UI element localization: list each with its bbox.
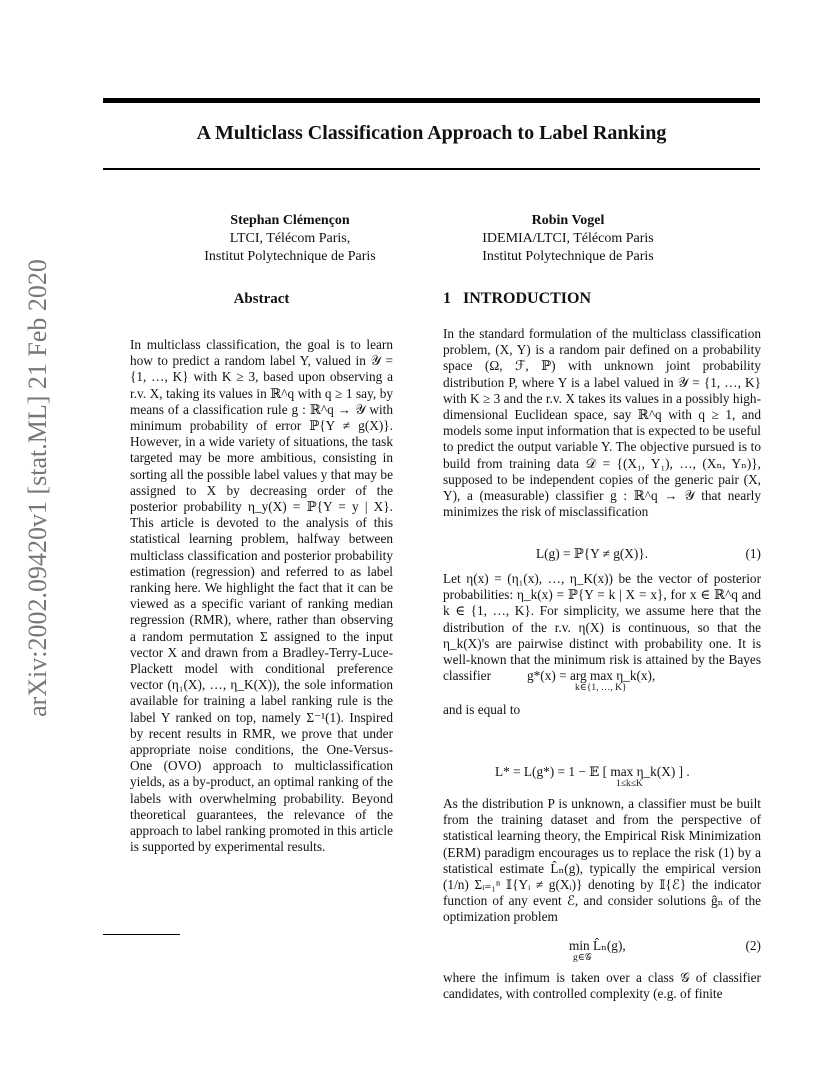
equation-risk bbox=[443, 764, 761, 792]
author-block bbox=[140, 212, 440, 266]
intro-paragraph bbox=[443, 326, 761, 520]
equation-body: g*(x) = arg max η_k(x), bbox=[527, 668, 656, 683]
paragraph-text: Let η(x) = (η₁(x), …, η_K(x)) be the vector of posterior probabilities: η_k(x) = ℙ{Y = k | X = x}, for x ∈ ℝ^q and k ∈ {1, …, K}. For simplicity, we assume here that the distribution of the r.v. η(X) is continuous, so that the η_k(X)'s are pairwise distinct with probability one. It is well-known that the minimum risk is attained by the Bayes classifier bbox=[443, 571, 761, 684]
abstract-paragraph: In multiclass classification, the goal is to learn how to predict a random label Y, valued in 𝒴 = {1, …, K} with K ≥ 3, based upon observing a r.v. X, taking its values in ℝ^q with q ≥ 1 say, by means of a classification rule g : ℝ^q → 𝒴 with minimum probability of error ℙ{Y ≠ g(X)}. However, in a wide variety of situations, the task targeted may be more ambitious, consisting in sorting all the possible label values y that may be assigned to X by decreasing order of the posterior probability η_y(X) = ℙ{Y = y | X}. This article is devoted to the analysis of this statistical learning problem, halfway between multiclass classification and posterior probability estimation (regression) and referred to as label ranking here. We highlight the fact that it can be viewed as a specific variant of ranking median regression (RMR), where, rather than observing a random permutation Σ assigned to the input vector X and drawn from a Bradley-Terry-Luce-Plackett model with conditional preference vector (η₁(X), …, η_K(X)), the sole information available for training a label ranking rule is the label Y ranked on top, namely Σ⁻¹(1). Inspired by recent results in RMR, we prove that under appropriate noise conditions, the One-Versus-One (OVO) approach to multiclassification yields, as a by-product, an optimal ranking of the labels with overwhelming probability. Beyond theoretical guarantees, the relevance of the approach to label ranking promoted in this article is supported by experimental results. bbox=[130, 337, 393, 855]
paragraph-text: In the standard formulation of the multiclass classification problem, (X, Y) is a random pair defined on a probability space (Ω, ℱ, ℙ) with unknown joint probability distribution P, where Y is a label valued in 𝒴 = {1, …, K} with K ≥ 3 and the r.v. X takes its values in a possibly high-dimensional Euclidean space, say ℝ^q with q ≥ 1, and models some input information that is expected to be useful to predict the output variable Y. The objective pursued is to build from training data 𝒟 = {(X₁, Y₁), …, (Xₙ, Yₙ)}, supposed to be independent copies of the generic pair (X, Y), a (measurable) classifier g : ℝ^q → 𝒴 that nearly minimizes the risk of misclassification bbox=[443, 326, 761, 520]
intro-paragraph bbox=[443, 702, 761, 718]
author-block bbox=[418, 212, 718, 266]
author-affiliation: LTCI, Télécom Paris, bbox=[229, 231, 351, 246]
author-name: Stephan Clémençon bbox=[230, 213, 350, 228]
paragraph-text: As the distribution P is unknown, a classifier must be built from the training dataset and from the perspective of statistical learning theory, the Empirical Risk Minimization (ERM) paradigm encourages us to replace the risk (1) by a statistical estimate L̂ₙ(g), typically the empirical version (1/n) Σᵢ₌₁ⁿ 𝕀{Yᵢ ≠ g(Xᵢ)} denoting by 𝕀{ℰ} the indicator function of any event ℰ, and consider solutions ĝₙ of the optimization problem bbox=[443, 796, 761, 925]
author-name: Robin Vogel bbox=[531, 213, 605, 228]
author-affiliation: Institut Polytechnique de Paris bbox=[482, 249, 654, 264]
intro-paragraph bbox=[443, 970, 761, 1002]
section-number: 1 bbox=[443, 290, 451, 307]
section-title: INTRODUCTION bbox=[463, 290, 592, 307]
author-affiliation: IDEMIA/LTCI, Télécom Paris bbox=[482, 231, 654, 246]
equation-subscript: k∈{1, …, K} bbox=[575, 683, 627, 693]
abstract-heading: Abstract bbox=[233, 291, 290, 307]
arxiv-sidebar bbox=[18, 259, 58, 717]
section-heading bbox=[443, 290, 591, 308]
footnote-rule bbox=[103, 934, 180, 935]
equation-number: (2) bbox=[745, 938, 761, 953]
top-rule bbox=[103, 98, 760, 103]
paper-title: A Multiclass Classification Approach to Label Ranking bbox=[196, 122, 667, 144]
arxiv-identifier: arXiv:2002.09420v1 [stat.ML] 21 Feb 2020 bbox=[23, 259, 52, 717]
equation-body: min L̂ₙ(g), bbox=[569, 938, 626, 953]
paragraph-text: where the infimum is taken over a class 𝒢 of classifier candidates, with controlled complexity (e.g. of finite bbox=[443, 970, 761, 1002]
equation-body: L(g) = ℙ{Y ≠ g(X)}. bbox=[536, 546, 649, 561]
paragraph-text: and is equal to bbox=[443, 702, 521, 717]
equation-body: L* = L(g*) = 1 − 𝔼 [ max η_k(X) ] . bbox=[495, 764, 690, 779]
title-bottom-rule bbox=[103, 168, 760, 170]
equation-number: (1) bbox=[745, 546, 761, 561]
author-affiliation: Institut Polytechnique de Paris bbox=[204, 249, 376, 264]
equation-1 bbox=[443, 546, 761, 564]
equation-2 bbox=[443, 938, 761, 966]
equation-bayes bbox=[443, 668, 761, 698]
intro-paragraph bbox=[443, 796, 761, 926]
equation-subscript: g∈𝒢 bbox=[573, 953, 592, 963]
abstract-text bbox=[130, 337, 393, 856]
equation-subscript: 1≤k≤K bbox=[616, 779, 643, 789]
